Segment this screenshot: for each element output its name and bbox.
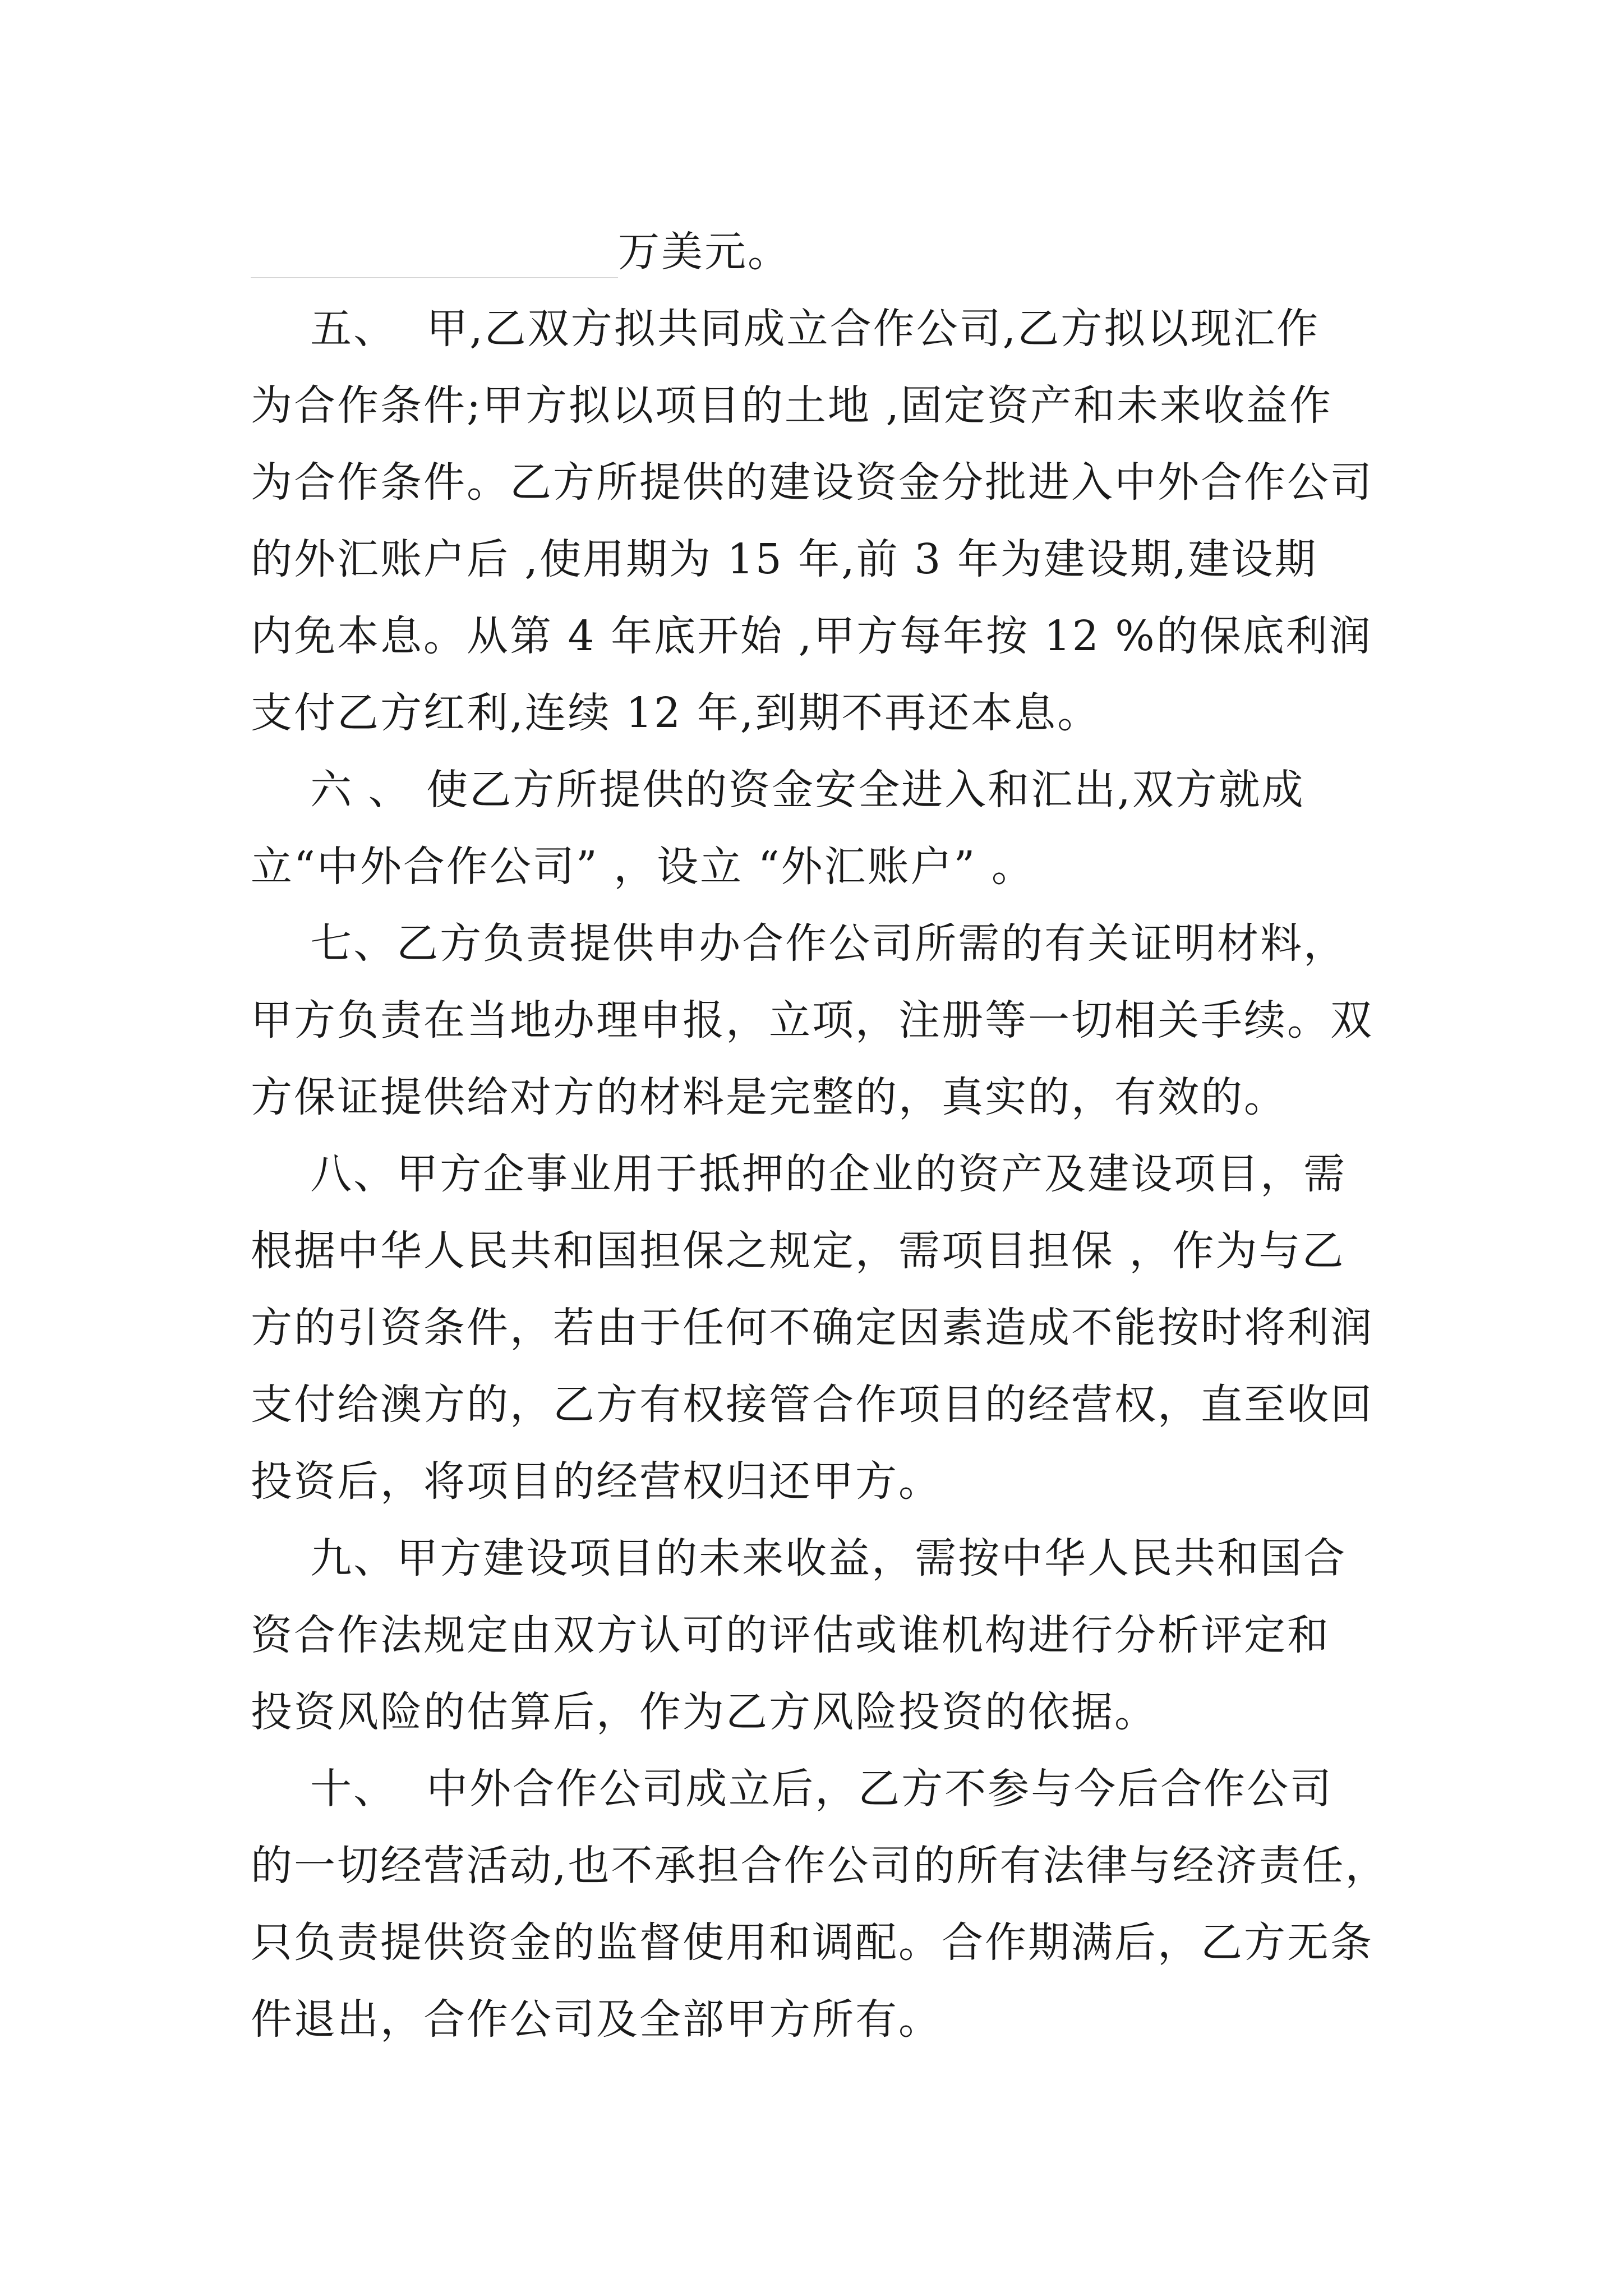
text-line: 八、甲方企事业用于抵押的企业的资产及建设项目，需 — [251, 1150, 1347, 1198]
amount-unit-text: 万美元。 — [618, 228, 791, 276]
amount-line — [251, 214, 1389, 291]
document-body — [251, 214, 1389, 2058]
text-line: 九、甲方建设项目的未来收益，需按中华人民共和国合 — [251, 1534, 1347, 1582]
text-line: 只负责提供资金的监督使用和调配。合作期满后，乙方无条 — [251, 1918, 1373, 1967]
text-line: 十、 中外合作公司成立后，乙方不参与今后合作公司 — [251, 1765, 1334, 1813]
text-line: 六 、 使乙方所提供的资金安全进入和汇出,双方就成 — [251, 766, 1305, 814]
text-line: 方保证提供给对方的材料是完整的，真实的，有效的。 — [251, 1073, 1287, 1121]
clause-paragraph — [251, 752, 1389, 905]
text-line: 件退出，合作公司及全部甲方所有。 — [251, 1995, 942, 2044]
text-line: 资合作法规定由双方认可的评估或谁机构进行分析评定和 — [251, 1611, 1330, 1659]
clause-paragraph — [251, 1751, 1389, 2058]
text-line: 投资后，将项目的经营权归还甲方。 — [251, 1457, 942, 1506]
text-line: 支付给澳方的，乙方有权接管合作项目的经营权，直至收回 — [251, 1381, 1373, 1429]
clause-paragraph — [251, 291, 1389, 752]
text-line: 的外汇账户后 ,使用期为 15 年,前 3 年为建设期,建设期 — [251, 535, 1318, 583]
text-line: 方的引资条件，若由于任何不确定因素造成不能按时将利润 — [251, 1304, 1373, 1352]
clause-paragraph — [251, 905, 1389, 1136]
text-line: 七、乙方负责提供申办合作公司所需的有关证明材料， — [251, 919, 1347, 968]
text-line: 为合作条件。乙方所提供的建设资金分批进入中外合作公司 — [251, 458, 1373, 507]
text-line: 支付乙方红利,连续 12 年,到期不再还本息。 — [251, 689, 1101, 737]
text-line: 立“中外合作公司” ，设立 “外汇账户” 。 — [251, 843, 1035, 891]
clause-paragraph — [251, 1136, 1389, 1520]
fill-in-blank — [251, 232, 618, 278]
text-line: 甲方负责在当地办理申报，立项，注册等一切相关手续。双 — [251, 996, 1373, 1045]
text-line: 投资风险的估算后，作为乙方风险投资的依据。 — [251, 1688, 1158, 1736]
text-line: 内免本息。从第 4 年底开始 ,甲方每年按 12 %的保底利润 — [251, 612, 1372, 660]
text-line: 五、 甲,乙双方拟共同成立合作公司,乙方拟以现汇作 — [251, 305, 1320, 353]
text-line: 的一切经营活动,也不承担合作公司的所有法律与经济责任， — [251, 1842, 1389, 1890]
text-line: 根据中华人民共和国担保之规定，需项目担保 ，作为与乙 — [251, 1227, 1345, 1275]
text-line: 为合作条件;甲方拟以项目的土地 ,固定资产和未来收益作 — [251, 381, 1332, 430]
clause-list — [251, 291, 1389, 2058]
clause-paragraph — [251, 1520, 1389, 1751]
